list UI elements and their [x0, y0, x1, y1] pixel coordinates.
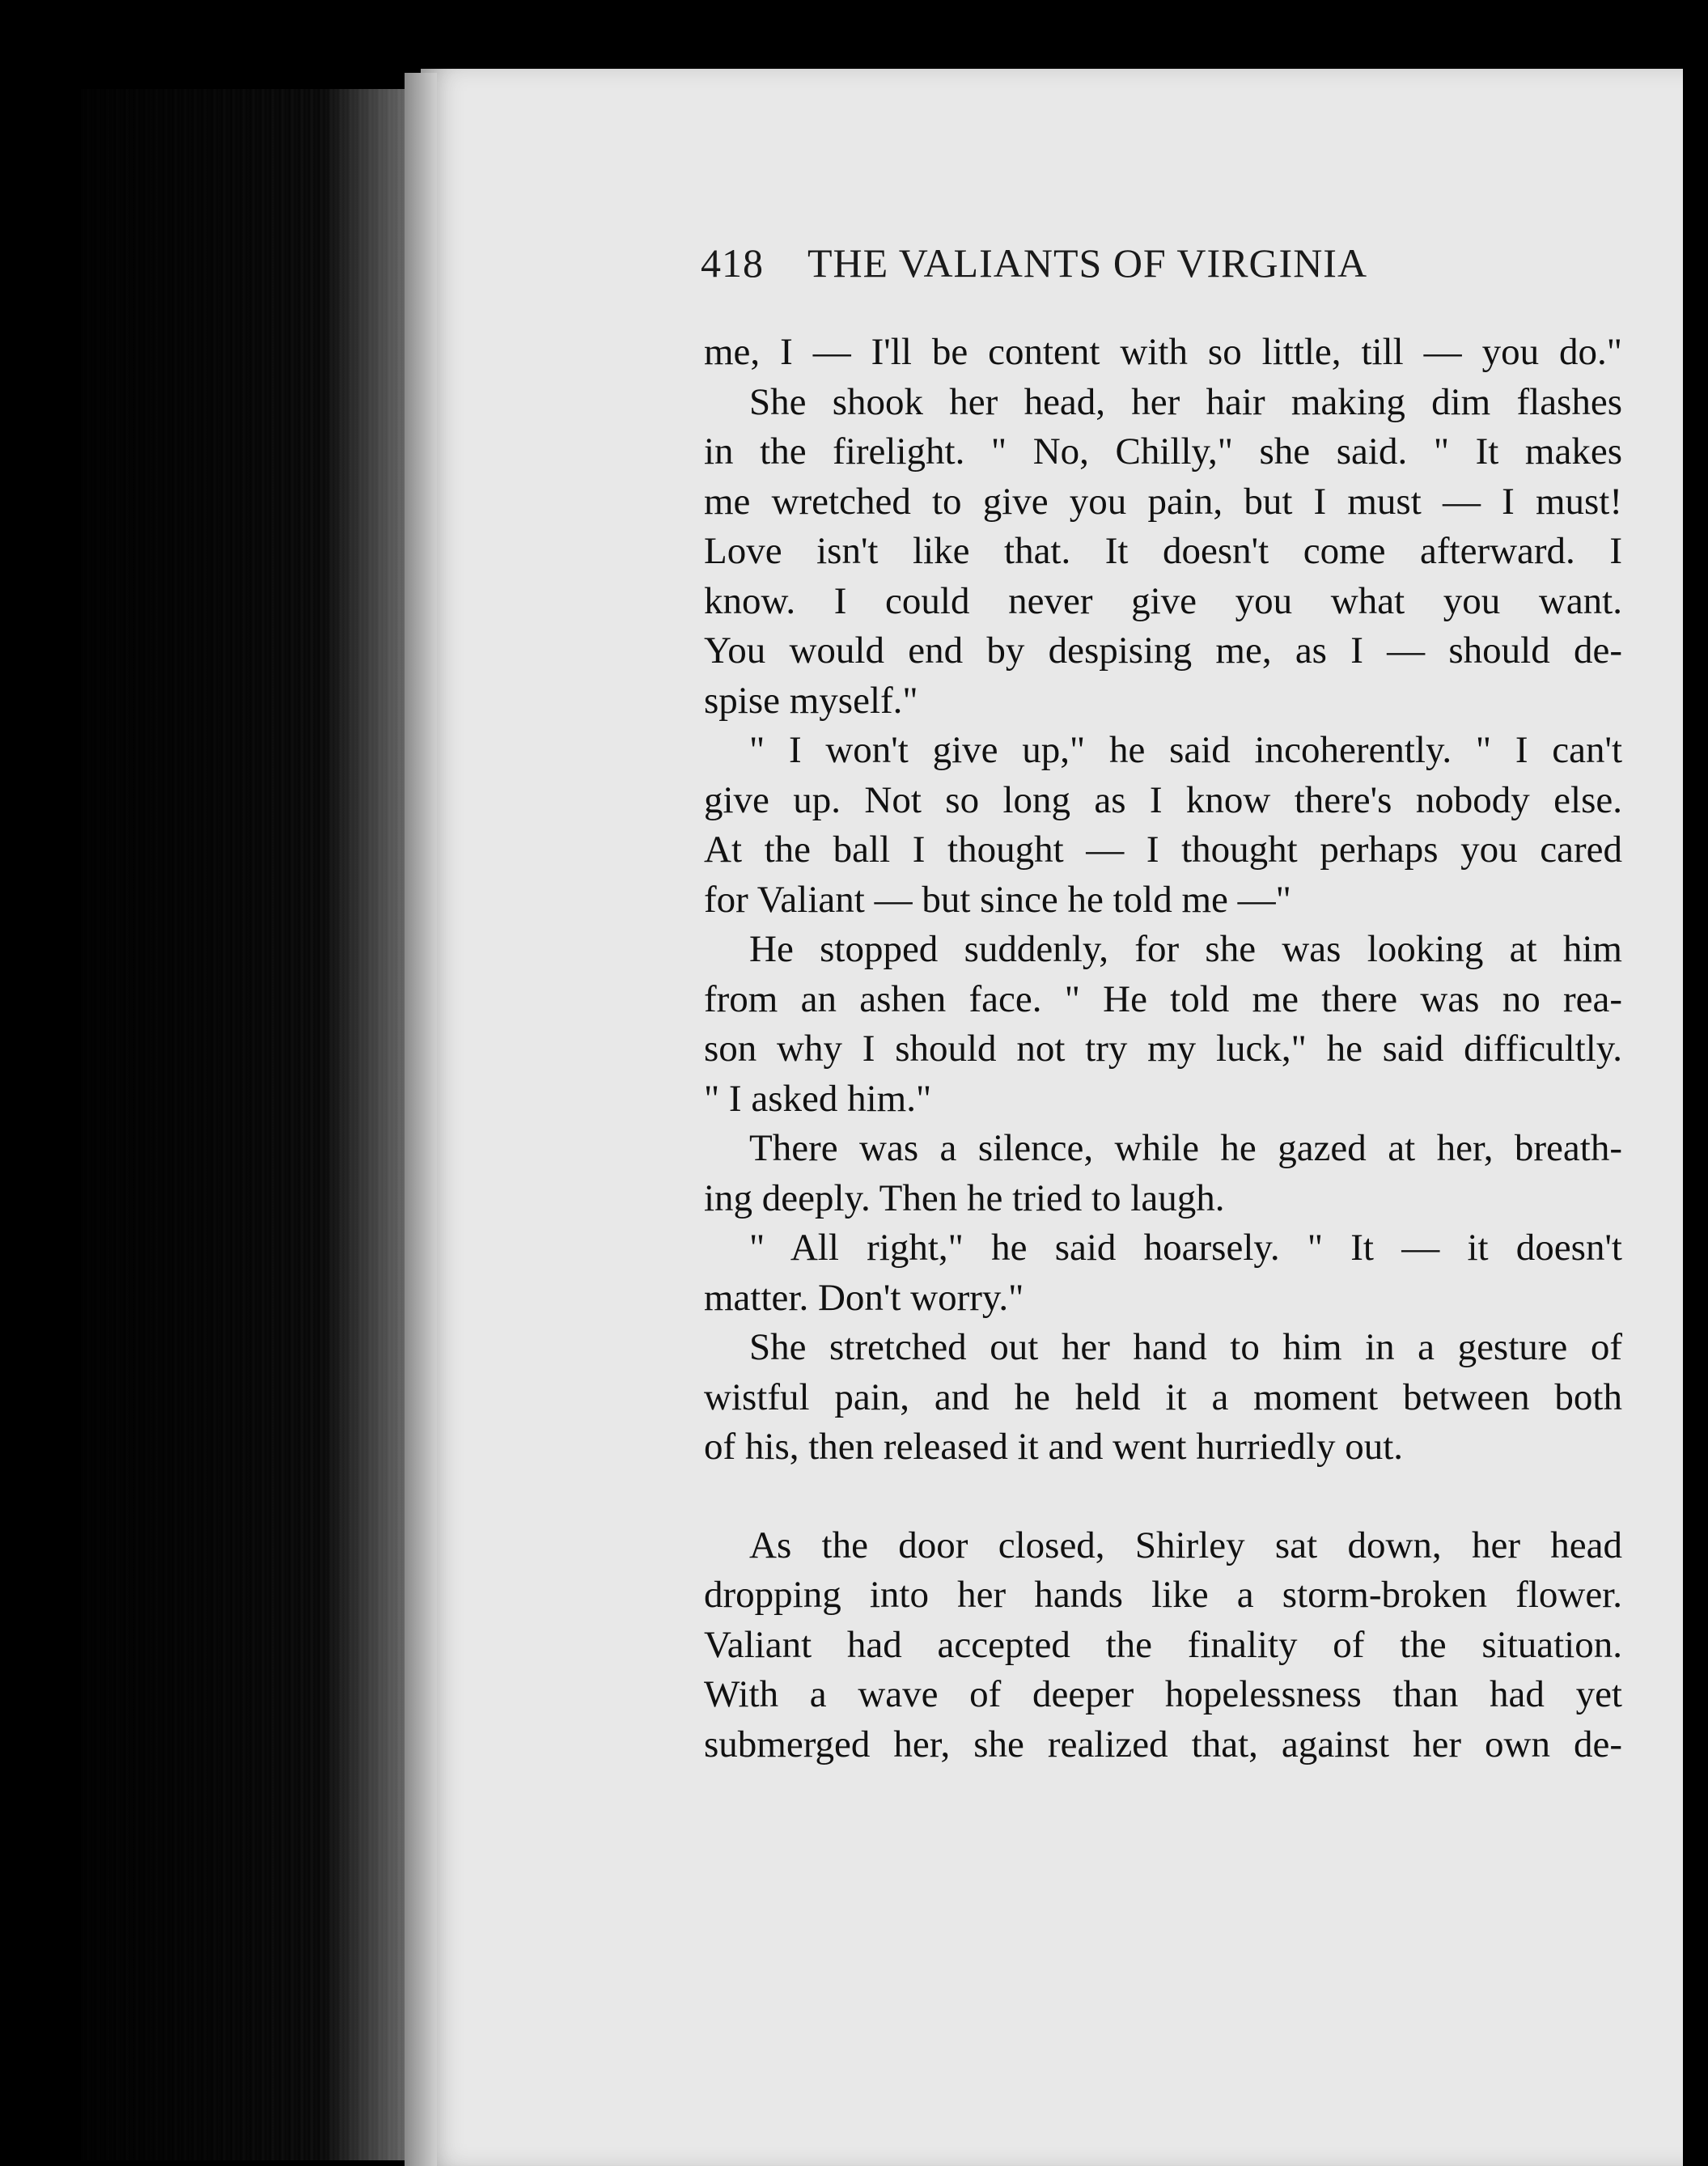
text-line: spise myself." — [704, 679, 918, 722]
text-line: " I asked him." — [704, 1077, 932, 1120]
running-title: THE VALIANTS OF VIRGINIA — [807, 240, 1368, 286]
text-line: wistful pain, and he held it a moment between both — [704, 1375, 1622, 1418]
text-line: He stopped suddenly, for she was looking at him — [749, 928, 1622, 970]
text-line: in the firelight. " No, Chilly," she said. " It makes — [704, 430, 1622, 473]
gutter-shadow — [405, 73, 437, 2166]
book-page-edges — [81, 89, 421, 2160]
text-line: give up. Not so long as I know there's nobody else. — [704, 778, 1622, 821]
section-break — [704, 1473, 1622, 1521]
text-line: She shook her head, her hair making dim flashes — [749, 380, 1622, 423]
text-line: for Valiant — but since he told me —" — [704, 878, 1291, 921]
page-number: 418 — [701, 240, 764, 286]
text-line: There was a silence, while he gazed at her, breath- — [749, 1127, 1622, 1169]
text-line: At the ball I thought — I thought perhaps you cared — [704, 829, 1622, 871]
scan-background-top — [0, 0, 1708, 73]
text-line: As the door closed, Shirley sat down, her head — [749, 1524, 1622, 1566]
text-line: ing deeply. Then he tried to laugh. — [704, 1176, 1225, 1219]
text-line: " I won't give up," he said incoherently. " I can't — [749, 729, 1622, 771]
text-line: of his, then released it and went hurriedly out. — [704, 1426, 1404, 1468]
text-line: me wretched to give you pain, but I must — I must! — [704, 480, 1622, 523]
text-line: know. I could never give you what you want. — [704, 579, 1622, 622]
text-line: " All right," he said hoarsely. " It — it doesn't — [749, 1227, 1622, 1269]
text-line: matter. Don't worry." — [704, 1276, 1024, 1319]
text-line: She stretched out her hand to him in a gesture of — [749, 1326, 1622, 1368]
text-line: from an ashen face. " He told me there was no rea- — [704, 977, 1622, 1020]
text-line: me, I — I'll be content with so little, till — you do." — [704, 331, 1622, 373]
body-text — [704, 328, 1622, 1770]
text-line: submerged her, she realized that, against her own de- — [704, 1723, 1622, 1765]
scan-background-right — [1684, 57, 1708, 2166]
text-line: You would end by despising me, as I — should de- — [704, 629, 1622, 672]
text-line: Love isn't like that. It doesn't come afterward. I — [704, 530, 1622, 572]
text-line: son why I should not try my luck," he said difficultly. — [704, 1028, 1622, 1070]
running-head — [701, 239, 1510, 296]
text-line: Valiant had accepted the finality of the situation. — [704, 1623, 1622, 1666]
text-line: With a wave of deeper hopelessness than had yet — [704, 1673, 1622, 1715]
text-line: dropping into her hands like a storm-broken flower. — [704, 1574, 1622, 1616]
